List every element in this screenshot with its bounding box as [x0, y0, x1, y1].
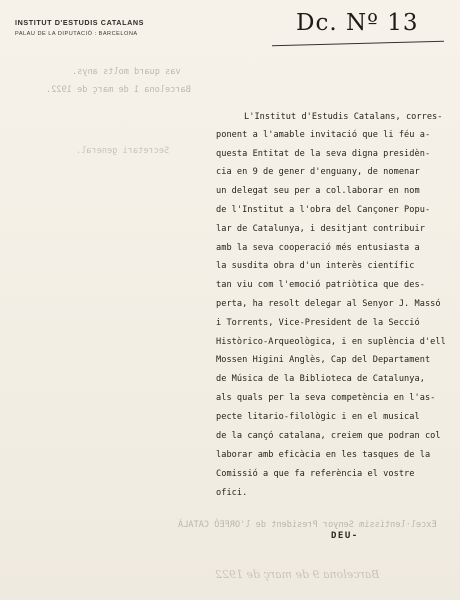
- bleedthrough-text: Barcelona 1 de març de 1922.: [46, 85, 191, 95]
- body-line: questa Entitat de la seva digna presidèn-: [216, 149, 431, 159]
- body-line: Mossen Higini Anglès, Cap del Departament: [216, 355, 431, 365]
- bleedthrough-text: Secretari general.: [76, 146, 170, 156]
- body-line: perta, ha resolt delegar al Senyor J. Massó: [216, 299, 441, 309]
- body-line: ofici.: [216, 488, 248, 498]
- body-line: un delegat seu per a col.laborar en nom: [216, 186, 420, 196]
- body-line: cia en 9 de gener d'enguany, de nomenar: [216, 167, 420, 177]
- body-line: laborar amb eficàcia en les tasques de la: [216, 450, 431, 460]
- bleedthrough-text: vas quard molts anys.: [72, 67, 181, 77]
- body-line: de l'Institut a l'obra del Cançoner Popu-: [216, 205, 431, 215]
- body-line: de la cançó catalana, creiem que podran col: [216, 431, 441, 441]
- body-line: tan viu com l'emoció patriòtica que des-: [216, 280, 425, 290]
- body-line: L'Institut d'Estudis Catalans, corres-: [244, 112, 443, 122]
- body-line: lar de Catalunya, i desitjant contribuir: [216, 224, 425, 234]
- body-line: Històrico-Arqueològica, i en suplència d'ell: [216, 337, 446, 347]
- body-line: de Música de la Biblioteca de Catalunya,: [216, 374, 425, 384]
- closing-text: DEU-: [331, 531, 359, 541]
- document-number: Dc. Nº 13: [296, 10, 419, 36]
- institution-address: PALAU DE LA DIPUTACIÓ : BARCELONA: [15, 31, 138, 37]
- body-line: ponent a l'amable invitació que li féu a-: [216, 130, 431, 140]
- body-line: i Torrents, Vice-President de la Secció: [216, 318, 420, 328]
- bleedthrough-text: Barcelona 9 de març de 1922: [215, 568, 380, 581]
- body-line: pecte litario-filològic i en el musical: [216, 412, 420, 422]
- body-line: als quals per la seva competència en l'as-: [216, 393, 436, 403]
- bleedthrough-text: Excel·lentíssim Senyor President de l'ORFEÓ CATALÀ: [178, 520, 437, 530]
- institution-name: INSTITUT D'ESTUDIS CATALANS: [15, 18, 145, 27]
- body-line: amb la seva cooperació més entusiasta a: [216, 243, 420, 253]
- body-line: Comissió a que fa referència el vostre: [216, 469, 415, 479]
- body-line: la susdita obra d'un interès científic: [216, 261, 415, 271]
